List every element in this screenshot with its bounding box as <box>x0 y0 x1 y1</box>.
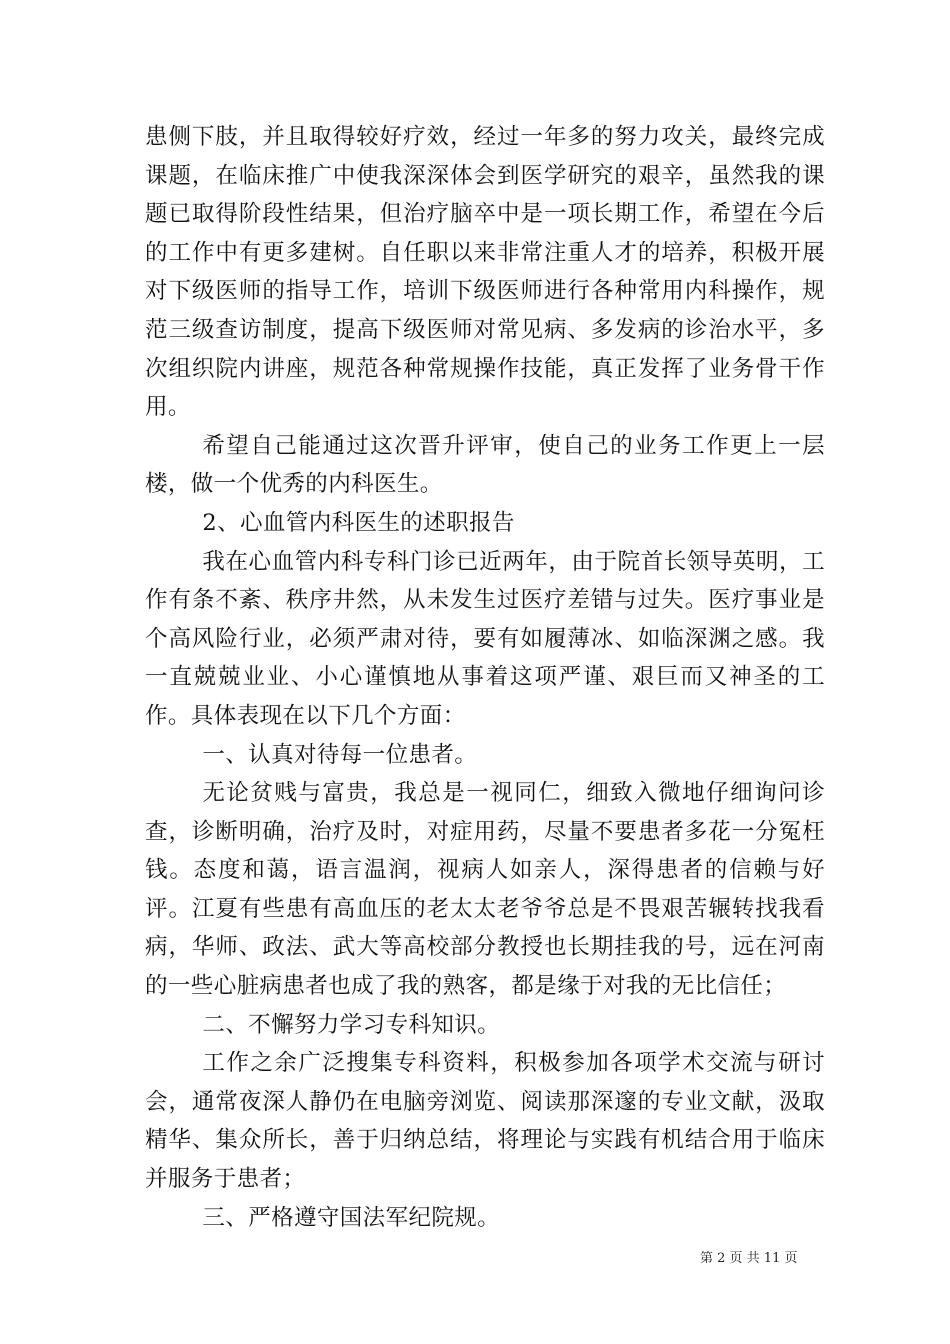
paragraph-promotion-hope: 希望自己能通过这次晋升评审，使自己的业务工作更上一层楼，做一个优秀的内科医生。 <box>145 432 825 498</box>
point-heading-1: 一、认真对待每一位患者。 <box>202 741 478 768</box>
paragraph-patient-care: 无论贫贱与富贵，我总是一视同仁，细致入微地仔细询问诊查，诊断明确，治疗及时，对症用药，尽量不要患者多花一分冤枉钱。态度和蔼，语言温润，视病人如亲人，深得患者的信赖与好评。江夏有些患有高血压的老太太老爷爷总是不畏艰苦辗转找我看病，华师、政法、武大等高校部分教授也长期挂我的号，远在河南的一些心脏病患者也成了我的熟客，都是缘于对我的无比信任； <box>145 780 825 1000</box>
page-number-footer: 第 2 页 共 11 页 <box>700 1251 798 1266</box>
point-heading-3: 三、严格遵守国法军纪院规。 <box>202 1204 501 1231</box>
paragraph-clinic-intro: 我在心血管内科专科门诊已近两年，由于院首长领导英明，工作有条不紊、秩序井然，从未发生过医疗差错与过失。医疗事业是个高风险行业，必须严肃对待，要有如履薄冰、如临深渊之感。我一直兢兢业业、小心谨慎地从事着这项严谨、艰巨而又神圣的工作。具体表现在以下几个方面： <box>145 548 825 729</box>
section-heading-report: 2、心血管内科医生的述职报告 <box>202 509 515 536</box>
document-body <box>145 118 825 1237</box>
paragraph-research-summary: 患侧下肢，并且取得较好疗效，经过一年多的努力攻关，最终完成课题，在临床推广中使我深深体会到医学研究的艰辛，虽然我的课题已取得阶段性结果，但治疗脑卒中是一项长期工作，希望在今后的工作中有更多建树。自任职以来非常注重人才的培养，积极开展对下级医师的指导工作，培训下级医师进行各种常用内科操作，规范三级查访制度，提高下级医师对常见病、多发病的诊治水平，多次组织院内讲座，规范各种常规操作技能，真正发挥了业务骨干作用。 <box>145 124 825 421</box>
paragraph-study: 工作之余广泛搜集专科资料，积极参加各项学术交流与研讨会，通常夜深人静仍在电脑旁浏览、阅读那深邃的专业文献，汲取精华、集众所长，善于归纳总结，将理论与实践有机结合用于临床并服务于患者； <box>145 1050 825 1193</box>
point-heading-2: 二、不懈努力学习专科知识。 <box>202 1011 501 1038</box>
